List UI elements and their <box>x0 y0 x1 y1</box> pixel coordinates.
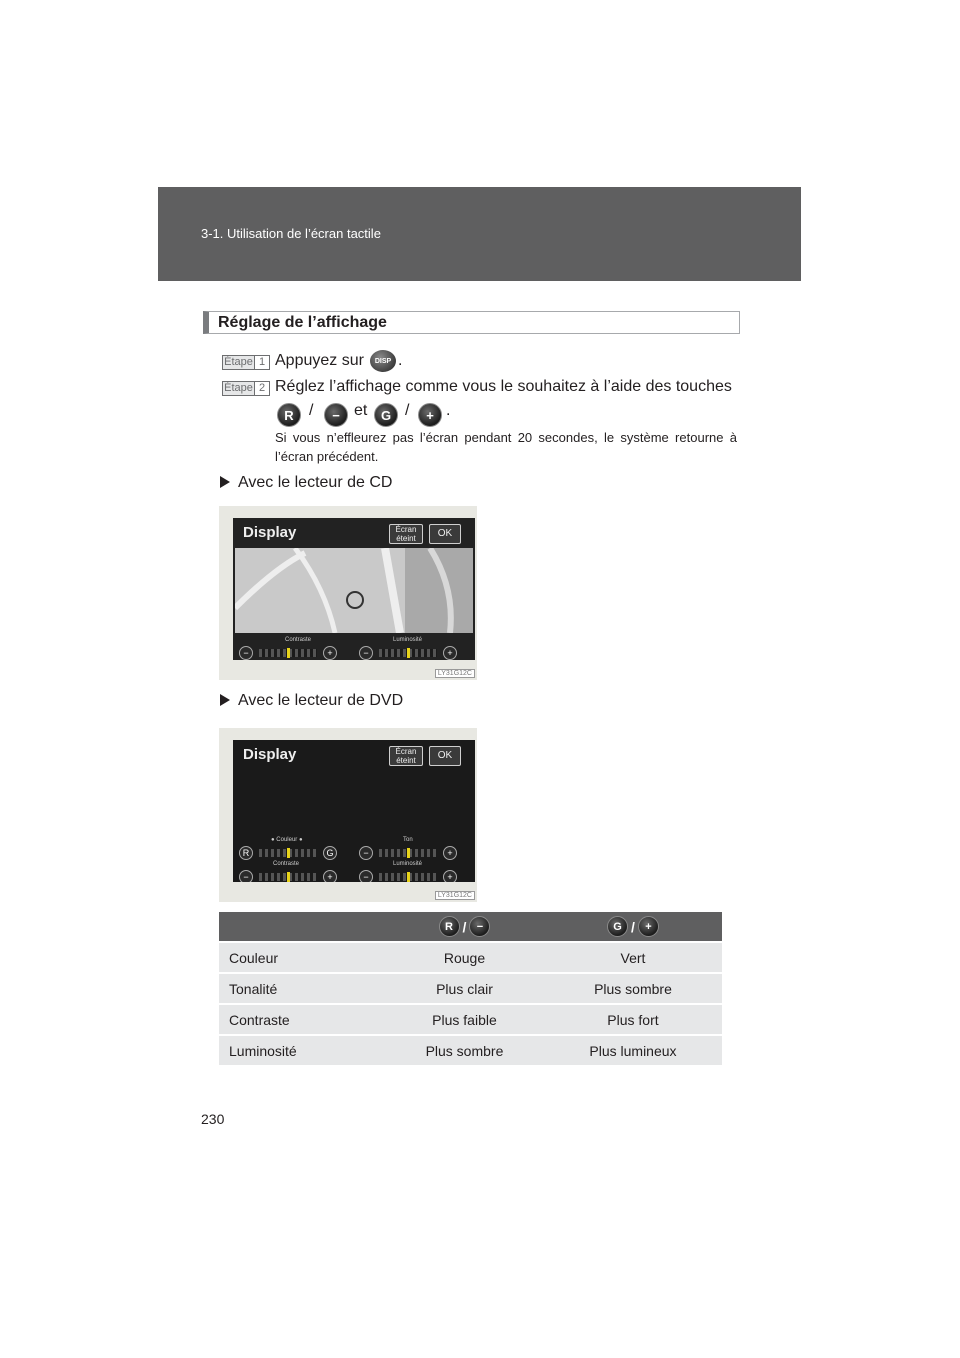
display-screen <box>233 740 475 882</box>
color-label: ● Couleur ● <box>271 837 303 843</box>
brightness-plus-button: + <box>443 870 457 882</box>
tone-minus-button: − <box>359 846 373 860</box>
screen-off-button: Écran éteint <box>389 524 423 544</box>
page-number: 230 <box>201 1111 225 1127</box>
disp-button-icon: DISP <box>370 350 396 372</box>
g-button-icon: G <box>607 916 628 937</box>
table-header-row <box>219 912 722 942</box>
dvd-heading: Avec le lecteur de DVD <box>220 692 403 710</box>
tone-label: Ton <box>403 837 413 843</box>
screen-title: Display <box>243 746 297 763</box>
step-2-sep-1: / <box>309 402 314 419</box>
table-row: Couleur Rouge Vert <box>219 942 722 973</box>
color-knob <box>287 848 290 858</box>
brightness-plus-button: + <box>443 646 457 660</box>
image-code: LY31G12C <box>435 891 475 900</box>
contrast-minus-button: − <box>239 870 253 882</box>
step-2-badge: Étape 2 <box>222 381 270 396</box>
ok-button: OK <box>429 524 461 544</box>
step-2-text: Réglez l’affichage comme vous le souhaitez à l’aide des touches <box>275 378 732 395</box>
chapter-title: 3-1. Utilisation de l’écran tactile <box>201 226 381 241</box>
brightness-minus-button: − <box>359 870 373 882</box>
brightness-knob <box>407 648 410 658</box>
step-1-text: Appuyez sur <box>275 352 364 369</box>
step-2-period: . <box>446 402 451 419</box>
table-header-blank <box>219 912 385 942</box>
contrast-plus-button: + <box>323 646 337 660</box>
contrast-plus-button: + <box>323 870 337 882</box>
screen-title: Display <box>243 524 297 541</box>
display-screen <box>233 518 475 660</box>
plus-button-icon: + <box>418 403 442 427</box>
r-button-icon: R <box>277 403 301 427</box>
color-r-button: R <box>239 846 253 860</box>
minus-button-icon: − <box>324 403 348 427</box>
contrast-knob <box>287 872 290 882</box>
timeout-note: Si vous n’effleurez pas l’écran pendant 20 secondes, le système retourne à l’écran précédent. <box>275 430 737 464</box>
table-row: Contraste Plus faible Plus fort <box>219 1004 722 1035</box>
cd-heading: Avec le lecteur de CD <box>220 474 392 492</box>
table-header-g-plus: G / + <box>544 912 722 942</box>
ok-button: OK <box>429 746 461 766</box>
triangle-bullet-icon <box>220 476 230 488</box>
dvd-display-screenshot <box>219 728 477 902</box>
table-header-r-minus: R / − <box>385 912 544 942</box>
tone-knob <box>407 848 410 858</box>
brightness-knob <box>407 872 410 882</box>
color-g-button: G <box>323 846 337 860</box>
brightness-label: Luminosité <box>393 861 423 867</box>
section-title: Réglage de l’affichage <box>218 314 387 331</box>
tone-plus-button: + <box>443 846 457 860</box>
contrast-label: Contraste <box>273 861 300 867</box>
minus-button-icon: − <box>469 916 490 937</box>
map-background <box>235 548 473 633</box>
image-code: LY31G12C <box>435 669 475 678</box>
contrast-minus-button: − <box>239 646 253 660</box>
table-row: Tonalité Plus clair Plus sombre <box>219 973 722 1004</box>
step-1-period: . <box>398 352 403 369</box>
g-button-icon: G <box>374 403 398 427</box>
brightness-label: Luminosité <box>393 637 423 643</box>
section-title-bar <box>203 311 740 334</box>
plus-button-icon: + <box>638 916 659 937</box>
step-2-and: et <box>354 402 368 419</box>
cd-display-screenshot <box>219 506 477 680</box>
screen-off-button: Écran éteint <box>389 746 423 766</box>
contrast-label: Contraste <box>285 637 312 643</box>
step-2-sep-2: / <box>405 402 410 419</box>
table-row: Luminosité Plus sombre Plus lumineux <box>219 1035 722 1065</box>
contrast-knob <box>287 648 290 658</box>
triangle-bullet-icon <box>220 694 230 706</box>
step-1-badge: Étape 1 <box>222 355 270 370</box>
r-button-icon: R <box>439 916 460 937</box>
brightness-minus-button: − <box>359 646 373 660</box>
adjustment-table <box>219 912 722 1065</box>
